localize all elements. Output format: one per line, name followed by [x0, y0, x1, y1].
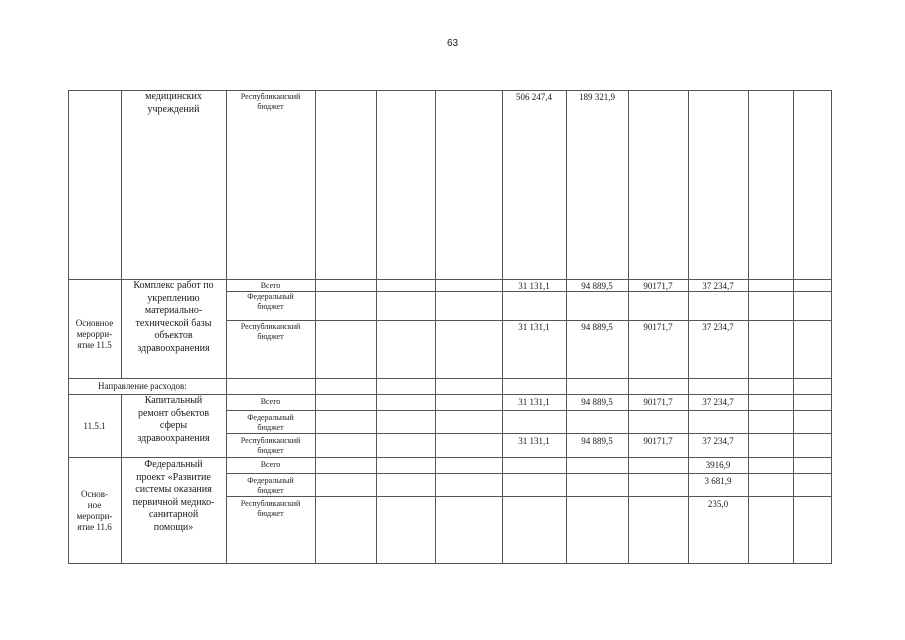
value-cell: 31 131,1	[518, 436, 550, 446]
value-cell: 31 131,1	[518, 281, 550, 291]
column-divider	[376, 90, 377, 563]
funding-source: Республиканский бюджет	[240, 499, 301, 518]
value-cell: 94 889,5	[581, 322, 613, 332]
value-cell: 94 889,5	[581, 436, 613, 446]
measure-code: Основное мероpри- ятие 11.5	[75, 318, 114, 350]
table-bottom-border	[68, 563, 832, 564]
row-divider	[68, 378, 832, 379]
measure-name: медицинских учреждений	[145, 91, 202, 115]
value-cell: 31 131,1	[518, 397, 550, 407]
funding-source: Республиканский бюджет	[240, 322, 301, 341]
measure-name: Капитальный ремонт объектов сферы здравоохранения	[137, 395, 210, 444]
value-cell: 235,0	[707, 499, 729, 509]
row-divider	[226, 496, 832, 497]
funding-source: Федеральный бюджет	[247, 292, 294, 311]
value-cell: 90171,7	[643, 322, 673, 332]
value-cell: 37 234,7	[702, 397, 734, 407]
funding-source: Всего	[260, 281, 281, 290]
value-cell: 189 321,9	[579, 92, 615, 102]
column-divider	[748, 90, 749, 563]
row-divider	[226, 320, 832, 321]
direction-label: Направление расходов:	[98, 381, 187, 391]
row-divider	[226, 410, 832, 411]
value-cell: 31 131,1	[518, 322, 550, 332]
value-cell: 3 681,9	[704, 476, 732, 486]
value-cell: 37 234,7	[702, 322, 734, 332]
measure-name: Комплекс работ по укреплению материально- технической базы объектов здравоохранения	[133, 280, 214, 354]
value-cell: 90171,7	[643, 281, 673, 291]
funding-source: Республиканский бюджет	[240, 92, 301, 111]
row-divider	[226, 433, 832, 434]
column-divider	[435, 90, 436, 563]
value-cell: 506 247,4	[516, 92, 552, 102]
value-cell: 3916,9	[705, 460, 731, 470]
funding-source: Федеральный бюджет	[247, 476, 294, 495]
value-cell: 90171,7	[643, 436, 673, 446]
measure-name: Федеральный проект «Развитие системы оказания первичной медико- санитарной помощи»	[132, 459, 215, 533]
value-cell: 94 889,5	[581, 281, 613, 291]
column-divider	[793, 90, 794, 563]
row-divider	[226, 473, 832, 474]
page-number: 63	[446, 38, 459, 49]
value-cell: 94 889,5	[581, 397, 613, 407]
funding-source: Всего	[260, 397, 281, 406]
funding-source: Всего	[260, 460, 281, 469]
column-divider	[315, 90, 316, 563]
row-divider	[68, 457, 832, 458]
column-divider	[831, 90, 832, 563]
funding-source: Федеральный бюджет	[247, 413, 294, 432]
measure-code: Основ- ное меропри- ятие 11.6	[76, 489, 113, 532]
value-cell: 90171,7	[643, 397, 673, 407]
value-cell: 37 234,7	[702, 281, 734, 291]
funding-source: Республиканский бюджет	[240, 436, 301, 455]
measure-code: 11.5.1	[83, 421, 106, 431]
value-cell: 37 234,7	[702, 436, 734, 446]
